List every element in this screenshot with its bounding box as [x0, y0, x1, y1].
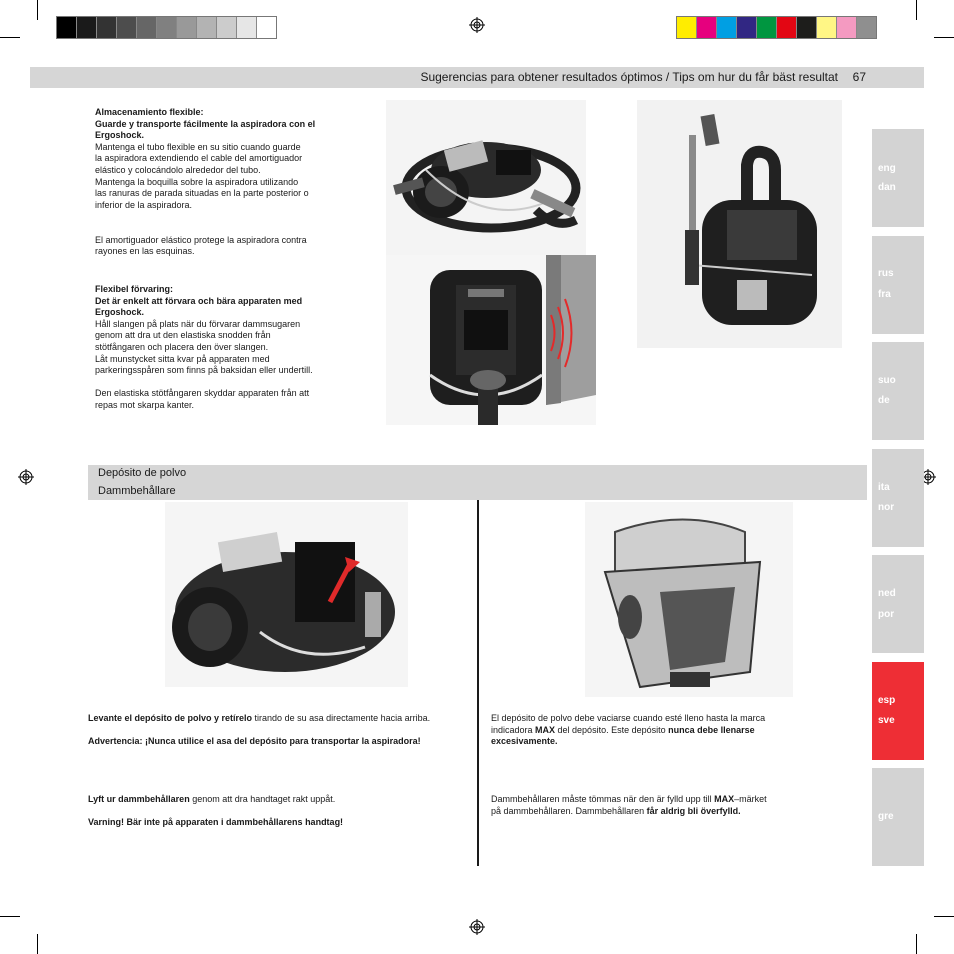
text-span: på dammbehållaren. Dammbehållaren	[491, 805, 647, 816]
tab-label: esp	[878, 695, 896, 706]
text-span: Dammbehållaren måste tömmas när den är fylld upp till	[491, 794, 715, 805]
crop-mark	[934, 37, 954, 38]
remove-dust-container-image	[165, 502, 408, 687]
vacuum-upright-storage-image	[637, 100, 842, 348]
language-tab-suo-de[interactable]	[872, 342, 924, 440]
storage-text-es	[95, 107, 340, 258]
page-number: 67	[852, 70, 866, 84]
crop-mark	[916, 0, 917, 20]
dust-removal-sv-rest: genom att dra handtaget rakt uppåt.	[189, 794, 336, 805]
text-span: –märket	[734, 794, 767, 805]
language-tab-gre[interactable]	[872, 768, 924, 866]
language-tab-esp-sve[interactable]	[872, 662, 924, 760]
text-bold: får aldrig bli överfylld.	[646, 805, 741, 816]
vacuum-bumper-image	[386, 255, 596, 425]
storage-text-sv	[95, 284, 340, 412]
storage-title-sv: Flexibel förvaring:	[95, 284, 174, 294]
dust-removal-es-bold: Levante el depósito de polvo y retírelo	[88, 713, 253, 723]
text-bold: nunca debe llenarse	[668, 724, 755, 735]
crop-mark	[934, 916, 954, 917]
section-title-sv: Dammbehållare	[98, 485, 176, 497]
registration-mark-icon	[469, 17, 485, 33]
crop-mark	[37, 934, 38, 954]
text-line: repas mot skarpa kanter.	[95, 399, 195, 410]
registration-mark-icon	[469, 919, 485, 935]
dust-removal-text	[88, 713, 473, 829]
text-span: indicadora	[491, 724, 536, 735]
crop-mark	[0, 916, 20, 917]
text-line: stötfångaren och placera den över slangen.	[95, 341, 269, 352]
max-label: MAX	[714, 794, 735, 805]
language-tab-ita-nor[interactable]	[872, 449, 924, 547]
tab-label: fra	[878, 289, 891, 300]
column-divider	[477, 500, 479, 866]
tab-label: gre	[878, 811, 894, 822]
tab-label: ned	[878, 588, 896, 599]
crop-mark	[916, 934, 917, 954]
dust-container-max-image	[585, 502, 793, 697]
dust-removal-es-rest: tirando de su asa directamente hacia arriba.	[252, 713, 431, 723]
tab-label: dan	[878, 182, 896, 193]
color-bar	[676, 16, 877, 39]
text-line: elástico y colocándolo alrededor del tubo.	[95, 164, 261, 175]
tab-label: eng	[878, 163, 896, 174]
tab-label: ita	[878, 482, 890, 493]
text-span: del depósito. Este depósito	[555, 724, 669, 735]
text-line: Mantenga la boquilla sobre la aspiradora utilizando	[95, 176, 299, 187]
tab-label: rus	[878, 268, 894, 279]
text-line: parkeringsspåren som finns på baksidan eller undertill.	[95, 365, 313, 376]
tab-label: suo	[878, 375, 896, 386]
section-header	[88, 465, 867, 500]
tab-label: nor	[878, 502, 895, 513]
registration-mark-icon	[18, 469, 34, 485]
warning-sv: Varning! Bär inte på apparaten i dammbehållarens handtag!	[88, 817, 344, 828]
storage-subtitle-es: Guarde y transporte fácilmente la aspiradora con el Ergoshock.	[95, 118, 316, 141]
dust-removal-sv-bold: Lyft ur dammbehållaren	[88, 794, 190, 805]
text-line: El amortiguador elástico protege la aspiradora contra	[95, 234, 307, 245]
section-title-es: Depósito de polvo	[98, 467, 187, 479]
text-line: rayones en las esquinas.	[95, 246, 195, 257]
crop-mark	[37, 0, 38, 20]
text-line: las ranuras de parada situadas en la parte posterior o	[95, 188, 309, 199]
text-line: la aspiradora extendiendo el cable del amortiguador	[95, 153, 303, 164]
max-label: MAX	[535, 724, 556, 735]
dust-max-text	[491, 713, 811, 817]
storage-title-es: Almacenamiento flexible:	[95, 107, 204, 117]
language-tab-rus-fra[interactable]	[872, 236, 924, 334]
text-line: Mantenga el tubo flexible en su sitio cuando guarde	[95, 141, 301, 152]
tab-label: de	[878, 395, 890, 406]
storage-subtitle-sv: Det är enkelt att förvara och bära apparaten med Ergoshock.	[95, 295, 303, 318]
page-title: Sugerencias para obtener resultados óptimos / Tips om hur du får bäst resultat	[420, 70, 838, 84]
crop-mark	[0, 37, 20, 38]
text-line: Den elastiska stötfångaren skyddar apparaten från att	[95, 388, 310, 399]
text-line: Håll slangen på plats när du förvarar dammsugaren	[95, 318, 301, 329]
text-line: genom att dra ut den elastiska snodden från	[95, 330, 271, 341]
tab-label: sve	[878, 715, 895, 726]
text-line: Låt munstycket sitta kvar på apparaten med	[95, 353, 270, 364]
language-tab-eng-dan[interactable]	[872, 129, 924, 227]
text-line: El depósito de polvo debe vaciarse cuando esté lleno hasta la marca	[491, 713, 766, 723]
text-line: inferior de la aspiradora.	[95, 199, 193, 210]
page-header	[30, 67, 924, 88]
language-tab-ned-por[interactable]	[872, 555, 924, 653]
warning-es: Advertencia: ¡Nunca utilice el asa del depósito para transportar la aspiradora!	[88, 736, 421, 747]
vacuum-coiled-hose-image	[386, 100, 586, 255]
tab-label: por	[878, 609, 895, 620]
grayscale-bar	[56, 16, 277, 39]
text-bold: excesivamente.	[491, 736, 558, 747]
